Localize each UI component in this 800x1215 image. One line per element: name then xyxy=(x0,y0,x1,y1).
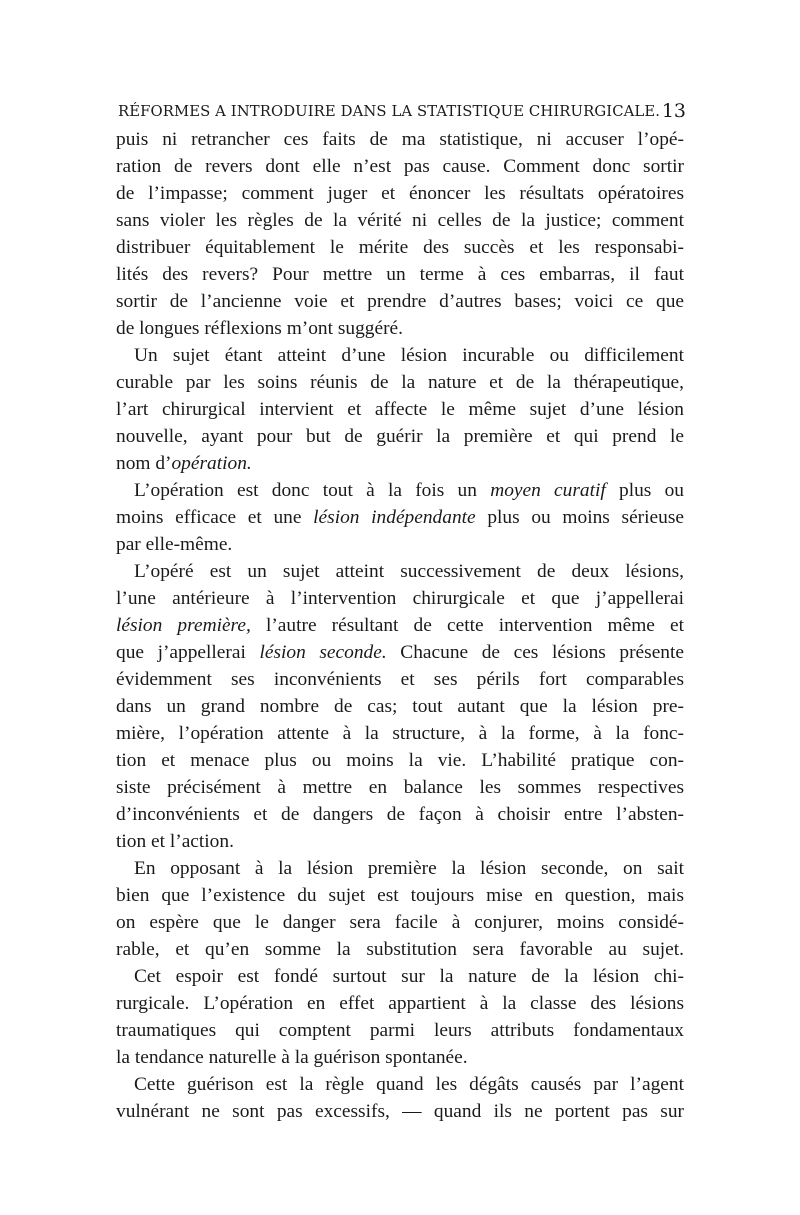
text-run: Chacune de ces lésions présente xyxy=(386,642,685,663)
italic-text: lésion seconde. xyxy=(259,642,387,663)
text-run: En opposant à la lésion première la lésion seconde, on sait xyxy=(134,858,684,879)
italic-text: moyen curatif xyxy=(490,480,606,501)
text-run: mière, l’opération attente à la structure, à la forme, à la fonc- xyxy=(116,723,684,744)
text-line xyxy=(116,261,684,288)
text-run: moins efficace et une xyxy=(116,507,314,528)
text-run: distribuer équitablement le mérite des succès et les responsabi- xyxy=(116,237,684,258)
text-run: la tendance naturelle à la guérison spontanée. xyxy=(116,1047,468,1068)
text-line xyxy=(116,801,684,828)
text-line xyxy=(116,369,684,396)
text-line xyxy=(116,936,684,963)
text-line xyxy=(116,288,684,315)
text-run: l’art chirurgical intervient et affecte le même sujet d’une lésion xyxy=(116,399,684,420)
page-number: 13 xyxy=(661,100,686,122)
text-line xyxy=(116,666,684,693)
text-run: lités des revers? Pour mettre un terme à ces embarras, il faut xyxy=(116,264,684,285)
text-line xyxy=(116,693,684,720)
text-line xyxy=(116,126,684,153)
text-line xyxy=(116,234,684,261)
text-line xyxy=(116,855,684,882)
text-run: de longues réflexions m’ont suggéré. xyxy=(116,318,404,339)
text-line xyxy=(116,990,684,1017)
text-run: de l’impasse; comment juger et énoncer les résultats opératoires xyxy=(116,183,684,204)
text-run: dans un grand nombre de cas; tout autant que la lésion pre- xyxy=(116,696,684,717)
text-line xyxy=(116,828,684,855)
text-line xyxy=(116,909,684,936)
text-run: on espère que le danger sera facile à conjurer, moins considé- xyxy=(116,912,684,933)
text-run: curable par les soins réunis de la nature et de la thérapeutique, xyxy=(116,372,684,393)
text-run: nouvelle, ayant pour but de guérir la première et qui prend le xyxy=(116,426,684,447)
text-run: l’une antérieure à l’intervention chirurgicale et que j’appellerai xyxy=(116,588,684,609)
text-run: rurgicale. L’opération en effet appartient à la classe des lésions xyxy=(116,993,684,1014)
text-run: ration de revers dont elle n’est pas cause. Comment donc sortir xyxy=(116,156,684,177)
text-run: tion et menace plus ou moins la vie. L’habilité pratique con- xyxy=(116,750,684,771)
text-line xyxy=(116,531,684,558)
text-run: bien que l’existence du sujet est toujours mise en question, mais xyxy=(116,885,684,906)
text-run: vulnérant ne sont pas excessifs, — quand ils ne portent pas sur xyxy=(116,1101,684,1122)
text-run: Cet espoir est fondé surtout sur la nature de la lésion chi- xyxy=(134,966,684,987)
running-head xyxy=(118,100,686,122)
text-run: L’opération est donc tout à la fois un xyxy=(134,480,491,501)
text-run: que j’appellerai xyxy=(116,642,260,663)
text-line xyxy=(116,1017,684,1044)
text-line xyxy=(116,180,684,207)
text-line xyxy=(116,1071,684,1098)
text-line xyxy=(116,423,684,450)
text-line xyxy=(116,342,684,369)
text-line xyxy=(116,1044,684,1071)
text-line xyxy=(116,1098,684,1125)
text-run: Cette guérison est la règle quand les dégâts causés par l’agent xyxy=(134,1074,684,1095)
text-line xyxy=(116,882,684,909)
text-line xyxy=(116,612,684,639)
italic-text: opération. xyxy=(171,453,252,474)
text-run: évidemment ses inconvénients et ses périls fort comparables xyxy=(116,669,684,690)
text-run: plus ou moins sérieuse xyxy=(475,507,684,528)
text-line xyxy=(116,477,684,504)
text-line xyxy=(116,639,684,666)
text-line xyxy=(116,315,684,342)
text-run: sortir de l’ancienne voie et prendre d’autres bases; voici ce que xyxy=(116,291,684,312)
text-line xyxy=(116,153,684,180)
text-run: plus ou xyxy=(605,480,684,501)
text-line xyxy=(116,585,684,612)
text-line xyxy=(116,504,684,531)
italic-text: lésion indépendante xyxy=(313,507,476,528)
text-run: par elle-même. xyxy=(116,534,233,555)
text-run: Un sujet étant atteint d’une lésion incurable ou difficilement xyxy=(134,345,684,366)
text-run: L’opéré est un sujet atteint successivement de deux lésions, xyxy=(134,561,684,582)
running-title: RÉFORMES A INTRODUIRE DANS LA STATISTIQUE CHIRURGICALE. xyxy=(118,103,661,120)
text-line xyxy=(116,720,684,747)
text-run: l’autre résultant de cette intervention même et xyxy=(250,615,684,636)
text-run: d’inconvénients et de dangers de façon à choisir entre l’absten- xyxy=(116,804,684,825)
text-line xyxy=(116,396,684,423)
text-run: siste précisément à mettre en balance les sommes respectives xyxy=(116,777,684,798)
body-text xyxy=(116,126,684,1125)
text-run: tion et l’action. xyxy=(116,831,234,852)
text-line xyxy=(116,747,684,774)
text-run: sans violer les règles de la vérité ni celles de la justice; comment xyxy=(116,210,684,231)
text-run: traumatiques qui comptent parmi leurs attributs fondamentaux xyxy=(116,1020,684,1041)
text-run: puis ni retrancher ces faits de ma statistique, ni accuser l’opé- xyxy=(116,129,684,150)
text-line xyxy=(116,207,684,234)
text-line xyxy=(116,774,684,801)
text-run: rable, et qu’en somme la substitution sera favorable au sujet. xyxy=(116,939,684,960)
text-line xyxy=(116,558,684,585)
text-run: nom d’ xyxy=(116,453,172,474)
text-line xyxy=(116,450,684,477)
italic-text: lésion première, xyxy=(116,615,251,636)
text-line xyxy=(116,963,684,990)
